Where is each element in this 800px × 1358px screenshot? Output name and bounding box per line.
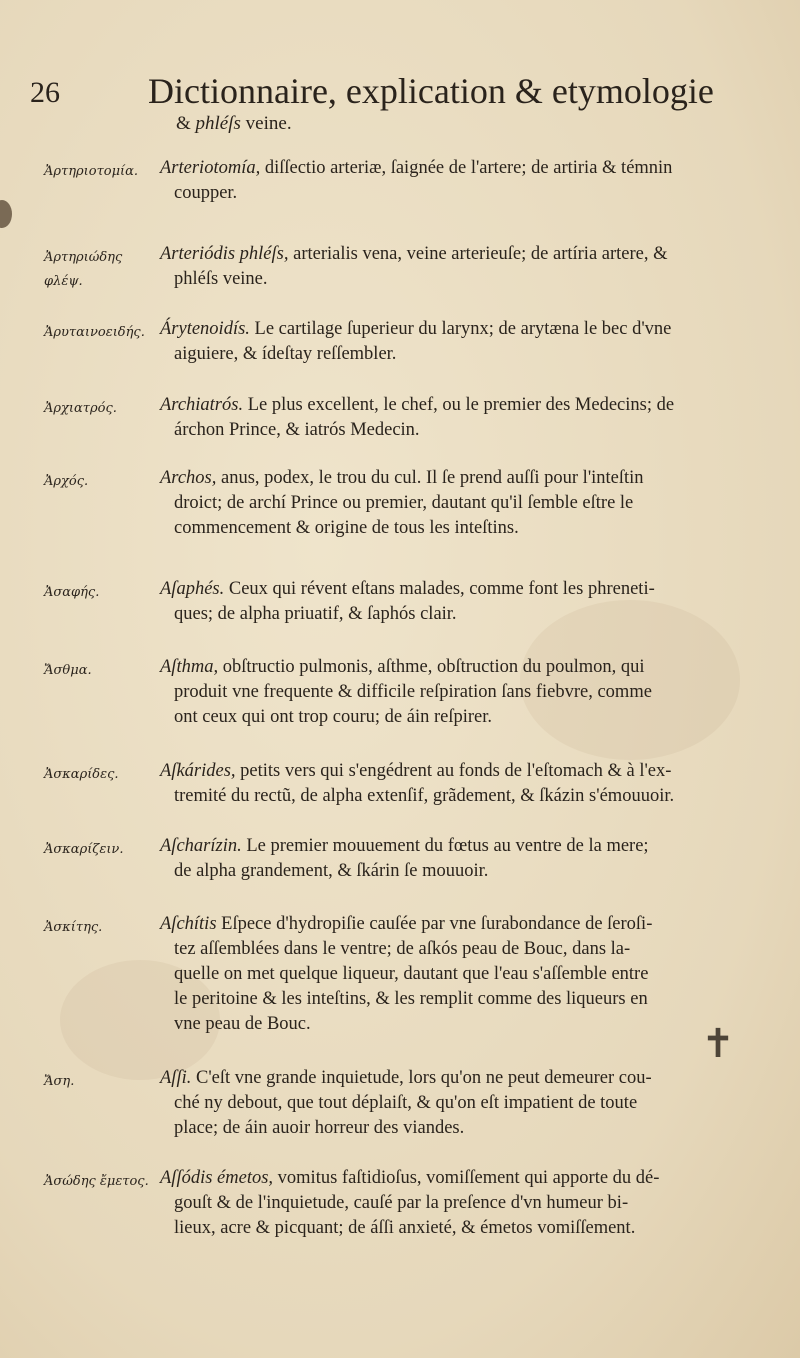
greek-term: Ἄσθμα.: [44, 663, 92, 678]
entry-line: lieux, acre & picquant; de áſſi anxieté, & émetos vomiſſement.: [174, 1218, 636, 1238]
headword: Archiatrós.: [160, 395, 244, 415]
greek-term: Ἀρχιατρός.: [44, 401, 117, 416]
continuation-rest: veine.: [245, 113, 292, 134]
entry-line: ché ny debout, que tout déplaiſt, & qu'on eſt impatient de toute: [174, 1093, 638, 1113]
entry-text: [160, 242, 766, 292]
entry-line: Ceux qui révent eſtans malades, comme font les phreneti-: [228, 579, 655, 599]
headword: Aſſódis émetos,: [160, 1168, 274, 1188]
page-number: 26: [30, 76, 60, 109]
entry-line: vne peau de Bouc.: [174, 1014, 311, 1034]
headword: Archos,: [160, 468, 217, 488]
headword: Arteriódis phléſs,: [160, 244, 289, 264]
entry-line: aiguiere, & ídeſtay reſſembler.: [174, 344, 397, 364]
entry-line: gouſt & de l'inquietude, cauſé par la preſence d'vn humeur bi-: [174, 1193, 629, 1213]
greek-term: Ἀσκαρίζειν.: [44, 842, 124, 857]
headword: Aſcharízin.: [160, 836, 242, 856]
greek-term: Ἀσκίτης.: [44, 920, 103, 935]
entry-text: [160, 912, 766, 1037]
headword: Aſſi.: [160, 1068, 192, 1088]
entry-line: tez aſſemblées dans le ventre; de aſkós peau de Bouc, dans la-: [174, 939, 631, 959]
greek-term: Ἀσώδης ἔμετος.: [44, 1174, 149, 1189]
entry-line: Eſpece d'hydropiſie cauſée par vne ſurabondance de ſeroſi-: [221, 914, 653, 934]
greek-term: Ἀρυταινοειδής.: [44, 325, 145, 340]
entry-text: [160, 655, 766, 730]
entry-text: [160, 466, 766, 541]
entry-line: anus, podex, le trou du cul. Il ſe prend auſſi pour l'inteſtin: [220, 468, 644, 488]
entry-line: tremité du rectũ, de alpha extenſif, grãdement, & ſkázin s'émouuoir.: [174, 786, 675, 806]
entry-line: de alpha grandement, & ſkárin ſe mouuoir.: [174, 861, 489, 881]
greek-term: Ἀσαφής.: [44, 585, 100, 600]
headword: Árytenoidís.: [160, 319, 250, 339]
entry-line: produit vne frequente & difficile reſpiration ſans fiebvre, comme: [174, 682, 652, 702]
entry-line: le peritoine & les inteſtins, & les remplit comme des liqueurs en: [174, 989, 648, 1009]
entry-text: [160, 577, 766, 627]
entry-text: [160, 393, 766, 443]
entry-line: droict; de archí Prince ou premier, dautant qu'il ſemble eſtre le: [174, 493, 634, 513]
entry-line: Le cartilage ſuperieur du larynx; de arytæna le bec d'vne: [254, 319, 672, 339]
entry-line: petits vers qui s'engédrent au fonds de l'eſtomach & à l'ex-: [240, 761, 672, 781]
greek-term: Ἀρτηριοτομία.: [44, 164, 139, 179]
entry-line: ont ceux qui ont trop couru; de áin reſpirer.: [174, 707, 493, 727]
headword: Aſkárides,: [160, 761, 236, 781]
greek-term: Ἄση.: [44, 1074, 75, 1089]
entry-line: quelle on met quelque liqueur, dautant que l'eau s'aſſemble entre: [174, 964, 649, 984]
entry-text: [160, 1066, 766, 1141]
ink-blot-glyph: ✝: [701, 1021, 735, 1067]
entry-line: place; de áin auoir horreur des viandes.: [174, 1118, 465, 1138]
entry-line: phléſs veine.: [174, 269, 268, 289]
entry-line: Le premier mouuement du fœtus au ventre de la mere;: [246, 836, 649, 856]
entry-line: C'eſt vne grande inquietude, lors qu'on ne peut demeurer cou-: [195, 1068, 652, 1088]
entry-line: arterialis vena, veine arterieuſe; de artíria artere, &: [293, 244, 668, 264]
greek-term: Ἀρχός.: [44, 474, 89, 489]
entry-text: [160, 759, 766, 809]
greek-term: Ἀρτηριώδης φλέψ.: [44, 250, 123, 289]
entry-line: coupper.: [174, 183, 238, 203]
binding-hole: [0, 200, 12, 228]
headword: Aſthma,: [160, 657, 219, 677]
entry-line: diſſectio arteriæ, ſaignée de l'artere; de artiria & témnin: [264, 158, 673, 178]
headword: Aſchítis: [160, 914, 217, 934]
entry-line: vomitus faſtidioſus, vomiſſement qui apporte du dé-: [277, 1168, 660, 1188]
headword: Arteriotomía,: [160, 158, 261, 178]
entry-text: [160, 156, 766, 206]
entry-line: árchon Prince, & iatrós Medecin.: [174, 420, 420, 440]
ink-blot-mark: [700, 1016, 736, 1072]
entry-text: [160, 1166, 766, 1241]
header-continuation: [176, 113, 292, 135]
greek-term: Ἀσκαρίδες.: [44, 767, 119, 782]
entry-line: obſtructio pulmonis, aſthme, obſtruction du poulmon, qui: [222, 657, 645, 677]
headword: Aſaphés.: [160, 579, 225, 599]
running-title: Dictionnaire, explication & etymologie: [148, 71, 714, 111]
entry-line: commencement & origine de tous les inteſtins.: [174, 518, 519, 538]
entry-line: Le plus excellent, le chef, ou le premier des Medecins; de: [247, 395, 675, 415]
entry-line: ques; de alpha priuatif, & ſaphós clair.: [174, 604, 457, 624]
entry-text: [160, 317, 766, 367]
entry-text: [160, 834, 766, 884]
continuation-word: phléſs: [195, 113, 241, 134]
continuation-amp: &: [176, 113, 191, 134]
